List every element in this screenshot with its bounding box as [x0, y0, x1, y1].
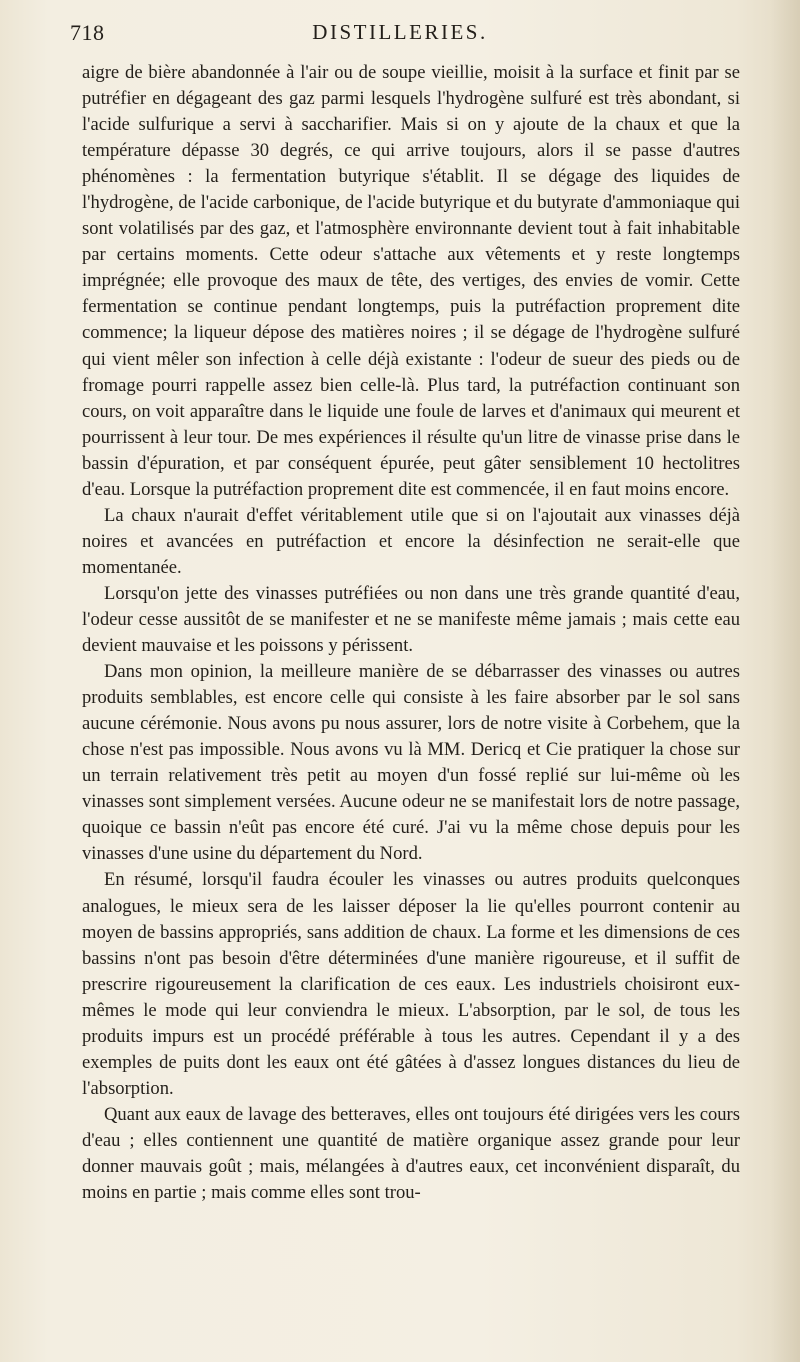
chapter-title: DISTILLERIES.: [312, 20, 488, 44]
page-edge-shadow: [770, 0, 800, 1362]
paragraph-opinion: Dans mon opinion, la meilleure manière de se débarrasser des vinasses ou autres produits semblables, est encore celle qui consiste à les faire absorber par le sol sans aucune cérémonie. Nous avons pu nous assurer, lors de notre visite à Corbehem, que la chose n'est pas impossible. Nous avons vu là MM. Dericq et Cie pratiquer la chose sur un terrain relativement très petit au moyen d'un fossé replié sur lui-même où les vinasses sont simplement versées. Aucune odeur ne se manifestait lors de notre passage, quoique ce bassin n'eût pas encore été curé. J'ai vu la même chose depuis pour les vinasses d'une usine du département du Nord.: [82, 661, 740, 865]
paragraph-resume: En résumé, lorsqu'il faudra écouler les vinasses ou autres produits quelconques analogues, le mieux sera de les laisser déposer la lie qu'elles pourront contenir au moyen de bassins appropriés, sans addition de chaux. La forme et les dimensions de ces bassins n'ont pas besoin d'être déterminées d'une manière rigoureuse, et il suffit de prescrire rigoureusement la clarification de ces eaux. Les industriels choisiront eux-mêmes le mode qui leur conviendra le mieux. L'absorption, par le sol, de tous les produits impurs est un procédé préférable à tous les autres. Cependant il y a des exemples de puits dont les eaux ont été gâtées à d'assez longues distances du lieu de l'absorption.: [82, 869, 740, 1099]
page-number: 718: [70, 20, 105, 45]
paragraph-continued: aigre de bière abandonnée à l'air ou de soupe vieillie, moisit à la surface et finit par se putréfier en dégageant des gaz parmi lesquels l'hydrogène sulfuré est très abondant, si l'acide sulfurique a servi à saccharifier. Mais si on y ajoute de la chaux et que la température dépasse 30 degrés, ce qui arrive toujours, alors il se passe d'autres phénomènes : la fermentation butyrique s'établit. Il se dégage des liquides de l'hydrogène, de l'acide carbonique, de l'acide butyrique et du butyrate d'ammoniaque qui sont volatilisés par des gaz, et l'atmosphère environnante devient tout à fait inhabitable par certains moments. Cette odeur s'attache aux vêtements et y reste longtemps imprégnée; elle provoque des maux de tête, des vertiges, des envies de vomir. Cette fermentation se continue pendant longtemps, puis la putréfaction proprement dite commence; la liqueur dépose des matières noires ; il se dégage de l'hydrogène sulfuré qui vient mêler son infection à celle déjà existante : l'odeur de sueur des pieds ou de fromage pourri rappelle assez bien celle-là. Plus tard, la putréfaction continuant son cours, on voit apparaître dans le liquide une foule de larves et d'animaux qui meurent et pourrissent à leur tour. De mes expériences il résulte qu'un litre de vinasse prise dans le bassin d'épuration, et par conséquent épurée, peut gâter sensiblement 10 hectolitres d'eau. Lorsque la putréfaction proprement dite est commencée, il en faut moins encore.: [82, 62, 740, 500]
paragraph-eau: Lorsqu'on jette des vinasses putréfiées ou non dans une très grande quantité d'eau, l'odeur cesse aussitôt de se manifester et ne se manifeste même jamais ; mais cette eau devient mauvaise et les poissons y périssent.: [82, 582, 740, 657]
paragraph-chaux: La chaux n'aurait d'effet véritablement utile que si on l'ajoutait aux vinasses déjà noires et avancées en putréfaction et encore la désinfection ne serait-elle que momentanée.: [82, 504, 740, 578]
paragraph-betteraves: Quant aux eaux de lavage des betteraves, elles ont toujours été dirigées vers les cours d'eau ; elles contiennent une quantité de matière organique assez grande pour leur donner mauvais goût ; mais, mélangées à d'autres eaux, cet inconvénient disparaît, du moins en partie ; mais comme elles sont trou-: [82, 1103, 740, 1204]
running-head: [70, 20, 730, 56]
body-text: [82, 60, 740, 1206]
